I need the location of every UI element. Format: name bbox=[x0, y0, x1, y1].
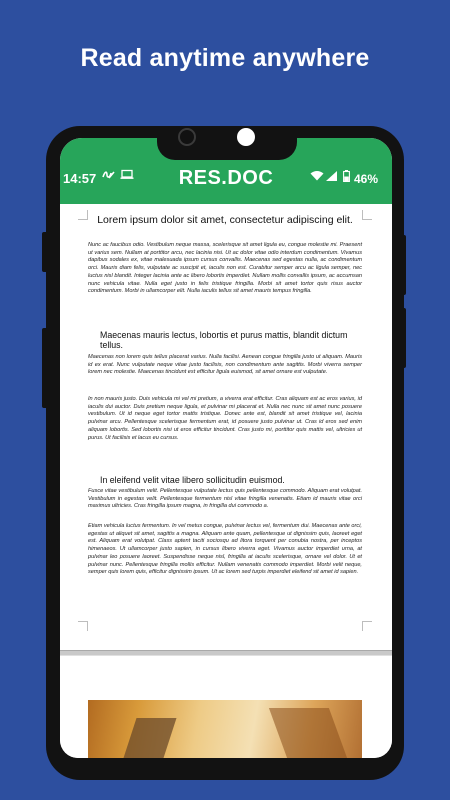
camera-icon bbox=[178, 128, 196, 146]
document-viewer[interactable] bbox=[60, 204, 392, 758]
sensor-icon bbox=[237, 128, 255, 146]
wifi-icon bbox=[310, 171, 324, 181]
promo-headline: Read anytime anywhere bbox=[80, 44, 370, 72]
app-title: RES.DOC bbox=[178, 167, 274, 189]
app-header bbox=[60, 138, 392, 204]
document-paragraph: Fusce vitae vestibulum velit. Pellentesque vulputate lectus quis pellentesque commodo. Aliquam erat volutpat. Vestibulum in egestas velit. Pellentesque fermentum nisl vitae fringilla venenatis. Etiam id mauris vitae orci maximus ultricies. Cras fringilla ipsum magna, in fringilla dui commodo a. bbox=[88, 488, 362, 510]
battery-level: 46% bbox=[354, 172, 379, 186]
document-image bbox=[88, 700, 362, 758]
phone-screen bbox=[60, 138, 392, 758]
page-crop-mark bbox=[78, 621, 88, 631]
document-paragraph: In non mauris justo. Duis vehicula mi vel mi pretium, a viverra erat efficitur. Cras aliquam est ac eros varius, id iaculis dui auctor. Duis pretium neque ligula, et pulvinar mi placerat et. Nulla nec nunc sit amet nunc posuere vestibulum. Ut id neque eget tortor mattis tristique. Donec ante est, blandit sit amet tristique vel, lacinia pulvinar arcu. Pellentesque scelerisque fermentum erat, id posuere justo pulvinar ut. Cras id eros sed enim aliquam lobortis. Sed lobortis nisi ut eros efficitur tincidunt. Cras justo mi, porttitor quis mattis vel, ultricies ut purus. Ut facilisis et lacus eu cursus. bbox=[88, 396, 362, 441]
signal-icon bbox=[326, 171, 337, 181]
document-title: Lorem ipsum dolor sit amet, consectetur adipiscing elit. bbox=[97, 214, 353, 226]
document-heading: In eleifend velit vitae libero sollicitudin euismod. bbox=[100, 475, 285, 485]
document-heading: Maecenas mauris lectus, lobortis et purus mattis, blandit dictum tellus. bbox=[100, 330, 348, 350]
page-separator bbox=[60, 650, 392, 656]
document-paragraph: Maecenas non lorem quis tellus placerat varius. Nulla facilisi. Aenean congue fringilla justo ut aliquam. Mauris id ex erat. Nunc vulputate neque vitae justo facilisis, non condimentum ante sagittis. Morbi viverra semper lorem nec molestie. Maecenas tincidunt est efficitur ligula euismod, sit amet ornare est vulputate. bbox=[88, 354, 362, 376]
status-time: 14:57 bbox=[63, 171, 97, 186]
phone-notch bbox=[157, 138, 297, 160]
battery-icon bbox=[343, 170, 350, 182]
document-paragraph: Nunc ac faucibus odio. Vestibulum neque massa, scelerisque sit amet ligula eu, congue molestie mi. Praesent ut varius sem. Nullam at porttitor arcu, nec lacinia nisi. Ut ac dolor vitae odio interdum condimentum. Vivamus dapibus sodales ex, vitae malesuada ipsum cursus convallis. Maecenas sed egestas nulla, ac condimentum orci. Mauris diam felis, vulputate ac suscipit et, iaculis non est. Curabitur semper arcu ac ligula semper, nec luctus nisl blandit. Integer lacinia ante ac libero lobortis imperdiet. Nullam mollis convallis ipsum, ac accumsan nunc vehicula vitae. Nulla eget justo in felis tristique fringilla. Morbi sit amet tortor quis risus auctor condimentum. Morbi in ullamcorper elit. Nulla iaculis tellus sit amet mauris tempus fringilla. bbox=[88, 242, 362, 295]
document-paragraph: Etiam vehicula luctus fermentum. In vel metus congue, pulvinar lectus vel, fermentum dui. Maecenas ante orci, egestas ut aliquet sit amet, sagittis a magna. Aliquam ante quam, pellentesque ut dignissim quis, laoreet eget est. Aliquam erat volutpat. Class aptent taciti sociosqu ad litora torquent per conubia nostra, per inceptos himenaeos. Ut ullamcorper justo sapien, in cursus libero viverra eget. Vivamus auctor imperdiet urna, at pulvinar leo posuere laoreet. Suspendisse neque nisl, fringilla at iaculis scelerisque, ornare vel dolor. Ut et pulvinar nunc. Pellentesque fringilla mollis efficitur. Nullam venenatis commodo imperdiet. Morbi velit neque, semper quis lorem quis, efficitur dignissim ipsum. Ut ac lorem sed turpis imperdiet eleifend sit amet id sapien. bbox=[88, 523, 362, 576]
page-crop-mark bbox=[362, 621, 372, 631]
